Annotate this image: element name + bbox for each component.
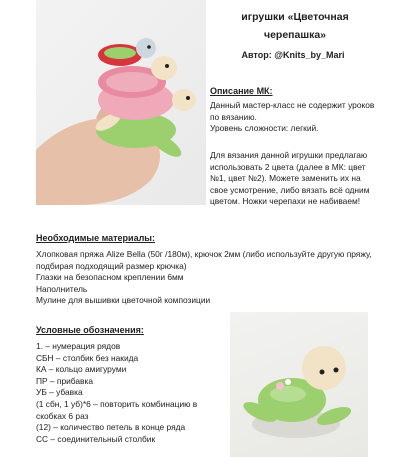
description-paragraph-2 [210,150,370,208]
legend-line: УБ – убавка [36,387,83,398]
legend-line: КА – кольцо амигуруми [36,364,127,375]
description-paragraph-1 [210,100,374,135]
legend-line: (1 сбн, 1 уб)*6 – повторить комбинацию в [36,398,198,409]
page-title [220,8,370,44]
legend-line: СБН – столбик без накида [36,352,139,363]
materials-heading: Необходимые материалы: [36,233,155,243]
turtle-stack-illustration [36,0,206,205]
green-turtle-photo [230,312,368,457]
legend-heading: Условные обозначения: [36,325,144,335]
legend-line: (12) – количество петель в конце ряда [36,422,186,433]
description-line: использовать 2 цвета (далее в МК: цвет [210,161,366,172]
description-heading: Описание МК: [210,86,273,96]
title-line-1: игрушки «Цветочная [241,11,349,23]
description-line: по вязанию. [210,111,257,122]
materials-line: Наполнитель [36,283,88,294]
description-line: свое усмотрение, либо вязать всё одним [210,184,370,195]
green-turtle-illustration [230,312,368,457]
author-credit: Автор: @Knits_by_Mari [241,50,345,60]
description-line: Для вязания данной игрушки предлагаю [210,150,368,160]
legend-line: 1. – нумерация рядов [36,341,121,351]
materials-line: Мулине для вышивки цветочной композиции [36,295,211,306]
title-line-2: черепашка» [263,29,327,41]
turtle-stack-photo [36,0,206,205]
description-line: №1, цвет №2). Можете заменить их на [210,173,361,184]
description-line: Уровень сложности: легкий. [210,123,319,134]
legend-line: скобках 6 раз [36,410,89,421]
description-line: Данный мастер-класс не содержит уроков [210,100,375,110]
materials-list [36,249,372,307]
materials-line: подбирая подходящий размер крючка) [36,260,187,271]
description-line: цветом. Ножки черепахи не набиваем! [210,196,361,207]
materials-line: Хлопковая пряжа Alize Bella (50г /180м), крючок 2мм (либо используйте другую пряжу, [36,249,372,259]
materials-line: Глазки на безопасном креплении 6мм [36,272,184,283]
legend-list [36,341,197,445]
legend-line: ПР – прибавка [36,375,94,386]
legend-line: СС – соединительный столбик [36,433,156,444]
